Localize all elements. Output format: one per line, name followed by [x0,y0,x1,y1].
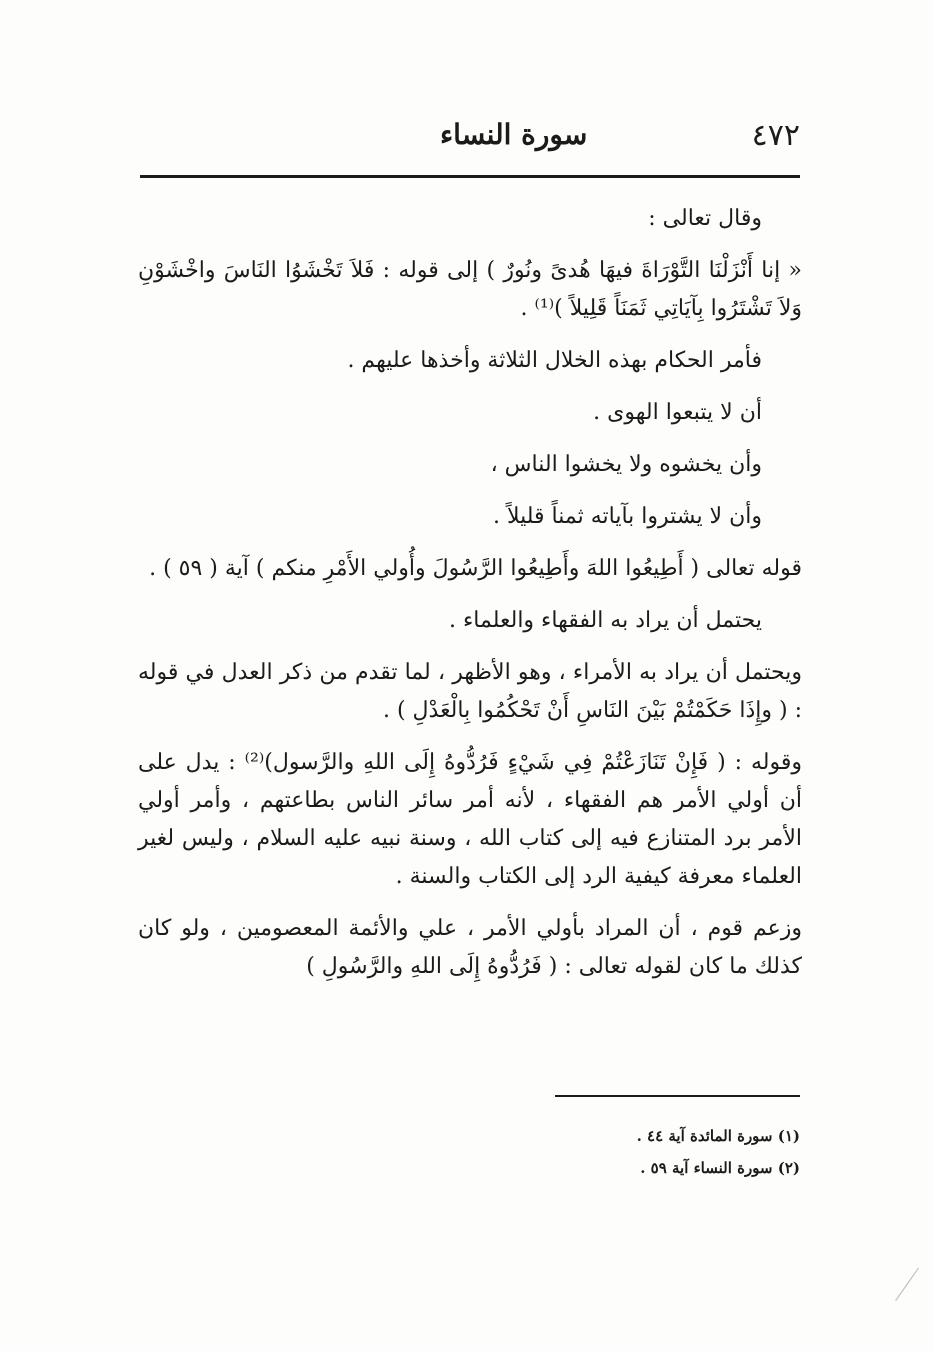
surah-title: سورة النساء [440,118,588,151]
paragraph-intro: وقال تعالى : [648,206,762,231]
footnote-2: (٢) سورة النساء آية ٥٩ . [640,1159,800,1177]
footnotes [540,1120,800,1184]
paragraph-quran-quote: « إنا أَنْزَلْنَا التَّوْرَاةَ فيهَا هُدىً ونُورٌ ) إلى قوله : فَلاَ تَخْشَوُا النَاسَ واخْشَوْنِ وَلاَ تَشْتَرُوا بِآيَاتِي ثَمَنَاً قَلِيلاً )⁽¹⁾ . [138,258,802,321]
paragraph-point-2: وأن يخشوه ولا يخشوا الناس ، [490,452,762,477]
paragraph-interpretation-3: وقوله : ( فَإِنْ تَنَازَعْتُمْ فِي شَيْءٍ فَرُدُّوهُ إِلَى اللهِ والرَّسول)⁽²⁾ : يدل على أن أولي الأمر هم الفقهاء ، لأنه أمر سائر الناس بطاعتهم ، وأمر أولي الأمر برد المتنازع فيه إلى كتاب الله ، وسنة نبيه عليه السلام ، وليس لغير العلماء معرفة كيفية الرد إلى الكتاب والسنة . [138,750,802,889]
paragraph-interpretation-1: يحتمل أن يراد به الفقهاء والعلماء . [448,608,762,633]
footnote-rule [555,1095,800,1097]
paragraph-verse-59: قوله تعالى ( أَطِيعُوا اللهَ وأَطِيعُوا الرَّسُولَ وأُولي الأَمْرِ منكم ) آية ( ٥٩ ) . [149,556,802,581]
scan-mark [895,1268,920,1302]
paragraph-commentary: فأمر الحكام بهذه الخلال الثلاثة وأخذها عليهم . [347,348,762,373]
footnote-1: (١) سورة المائدة آية ٤٤ . [636,1127,800,1145]
page-header [140,118,800,168]
paragraph-point-1: أن لا يتبعوا الهوى . [593,400,762,425]
header-rule [140,175,800,178]
paragraph-point-3: وأن لا يشتروا بآياته ثمناً قليلاً . [493,504,762,529]
paragraph-interpretation-4: وزعم قوم ، أن المراد بأولي الأمر ، علي والأئمة المعصومين ، ولو كان كذلك ما كان لقوله تعالى : ( فَرُدُّوهُ إِلَى اللهِ والرَّسُولِ ) [138,916,802,979]
page-body [138,200,802,1000]
paragraph-interpretation-2: ويحتمل أن يراد به الأمراء ، وهو الأظهر ، لما تقدم من ذكر العدل في قوله : ( وإِذَا حَكَمْتُمْ بَيْنَ النَاسِ أَنْ تَحْكُمُوا بِالْعَدْلِ ) . [138,660,802,723]
page-number: ٤٧٢ [751,118,800,153]
